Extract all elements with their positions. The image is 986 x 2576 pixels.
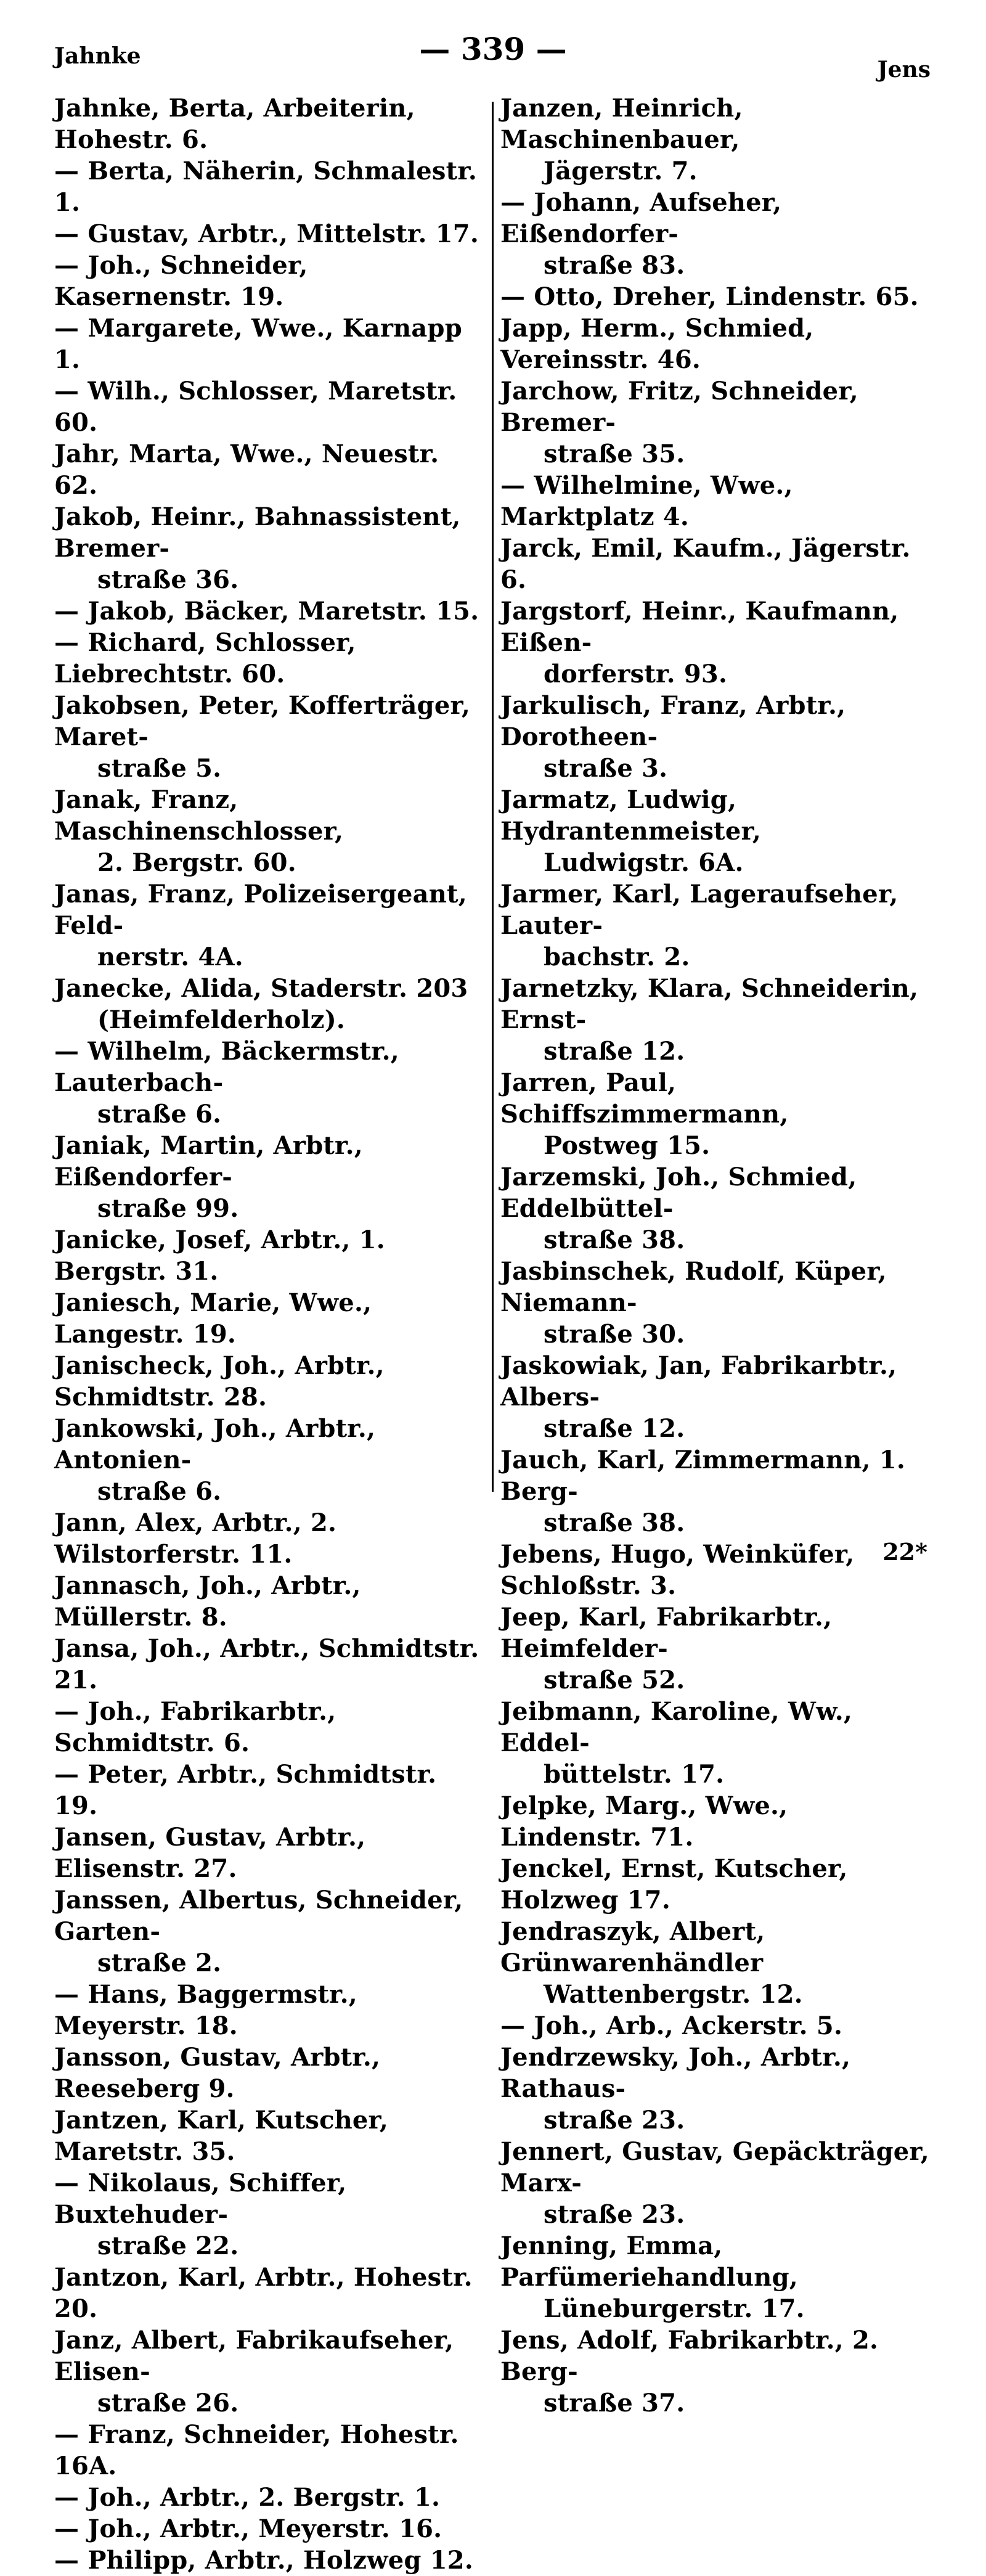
entry-text: Jendraszyk, Albert, Grünwarenhändler [500, 1917, 765, 1977]
directory-entry [500, 1790, 932, 1853]
entry-text: Janak, Franz, Maschinenschlosser, [54, 785, 344, 846]
directory-entry [500, 2042, 932, 2136]
entry-continuation: Lüneburgerstr. 17. [544, 2294, 805, 2323]
entry-continuation: nerstr. 4A. [97, 942, 243, 971]
entry-continuation: 2. Bergstr. 60. [97, 848, 296, 877]
entry-text: Jendrzewsky, Joh., Arbtr., Rathaus- [500, 2043, 851, 2103]
entry-text: — Johann, Aufseher, Eißendorfer- [500, 188, 782, 248]
entry-text: Jarren, Paul, Schiffszimmermann, [500, 1068, 789, 1129]
entry-text: — Richard, Schlosser, Liebrechtstr. 60. [54, 628, 356, 689]
entry-text: Jankowski, Joh., Arbtr., Antonien- [54, 1414, 376, 1474]
entry-continuation: straße 12. [544, 1414, 685, 1443]
entry-text: Jakobsen, Peter, Kofferträger, Maret- [54, 691, 470, 751]
entry-text: — Wilhelmine, Wwe., Marktplatz 4. [500, 471, 793, 531]
signature-mark: 22* [882, 1538, 927, 1566]
entry-text: Jarzemski, Joh., Schmied, Eddelbüttel- [500, 1163, 857, 1223]
directory-entry [500, 2010, 932, 2042]
entry-text: Janssen, Albertus, Schneider, Garten- [54, 1886, 463, 1946]
directory-entry [54, 2325, 486, 2419]
entry-continuation: straße 6. [97, 1477, 222, 1506]
entry-continuation: straße 23. [544, 2106, 685, 2135]
directory-entry [54, 1130, 486, 1224]
entry-text: — Margarete, Wwe., Karnapp 1. [54, 314, 462, 374]
directory-entry [54, 1413, 486, 1507]
directory-entry [500, 1601, 932, 1696]
entry-text: Jens, Adolf, Fabrikarbtr., 2. Berg- [500, 2326, 879, 2386]
directory-entry [500, 187, 932, 281]
entry-continuation: Jägerstr. 7. [544, 157, 698, 186]
directory-entry [500, 2325, 932, 2419]
directory-entry [54, 1036, 486, 1130]
directory-entry [54, 1287, 486, 1350]
entry-text: Jann, Alex, Arbtr., 2. Wilstorferstr. 11. [54, 1508, 337, 1569]
entry-text: Jasbinschek, Rudolf, Küper, Niemann- [500, 1257, 887, 1317]
entry-text: — Berta, Näherin, Schmalestr. 1. [54, 157, 478, 217]
entry-text: Jennert, Gustav, Gepäckträger, Marx- [500, 2137, 929, 2198]
entry-text: Jeibmann, Karoline, Ww., Eddel- [500, 1697, 852, 1757]
entry-continuation: Postweg 15. [544, 1131, 711, 1160]
directory-entry [54, 1507, 486, 1570]
entry-text: Jenckel, Ernst, Kutscher, Holzweg 17. [500, 1854, 848, 1915]
entry-text: Janz, Albert, Fabrikaufseher, Elisen- [54, 2326, 454, 2386]
entry-text: Jansson, Gustav, Arbtr., Reeseberg 9. [54, 2043, 381, 2103]
directory-entry [54, 2513, 486, 2545]
entry-continuation: (Heimfelderholz). [97, 1005, 345, 1034]
entry-continuation: straße 23. [544, 2200, 685, 2229]
directory-entry [500, 1853, 932, 1916]
directory-entry [500, 1067, 932, 1161]
entry-continuation: bachstr. 2. [544, 942, 690, 971]
directory-entry [54, 501, 486, 595]
directory-entry [500, 533, 932, 595]
entry-text: Janischeck, Joh., Arbtr., Schmidtstr. 28. [54, 1351, 385, 1412]
entry-continuation: straße 22. [97, 2231, 239, 2260]
entry-text: — Hans, Baggermstr., Meyerstr. 18. [54, 1980, 357, 2040]
entry-continuation: straße 26. [97, 2389, 239, 2418]
entry-text: Jelpke, Marg., Wwe., Lindenstr. 71. [500, 1791, 788, 1852]
directory-entry [54, 1633, 486, 1696]
entry-continuation: büttelstr. 17. [544, 1760, 725, 1789]
directory-entry [500, 375, 932, 470]
entry-text: — Jakob, Bäcker, Maretstr. 15. [54, 597, 479, 626]
directory-entry [54, 1759, 486, 1822]
directory-entry [54, 1570, 486, 1633]
entry-continuation: straße 2. [97, 1948, 222, 1977]
right-column [500, 92, 932, 2419]
directory-entry [500, 1350, 932, 1444]
directory-entry [500, 595, 932, 690]
entry-text: Janicke, Josef, Arbtr., 1. Bergstr. 31. [54, 1225, 385, 1286]
entry-continuation: straße 3. [544, 754, 668, 783]
entry-continuation: straße 6. [97, 1100, 222, 1129]
entry-text: Japp, Herm., Schmied, Vereinsstr. 46. [500, 314, 814, 374]
entry-text: — Wilh., Schlosser, Maretstr. 60. [54, 377, 457, 437]
column-divider [492, 102, 494, 1492]
entry-text: — Otto, Dreher, Lindenstr. 65. [500, 282, 919, 311]
directory-entry [54, 1884, 486, 1979]
directory-entry [500, 690, 932, 784]
entry-text: Janas, Franz, Polizeisergeant, Feld- [54, 880, 467, 940]
entry-text: Jansa, Joh., Arbtr., Schmidtstr. 21. [54, 1634, 479, 1695]
directory-entry [54, 1822, 486, 1884]
directory-entry [54, 1979, 486, 2042]
directory-entry [54, 878, 486, 973]
directory-entry [500, 1256, 932, 1350]
entry-text: Jarmer, Karl, Lageraufseher, Lauter- [500, 880, 898, 940]
directory-entry [54, 690, 486, 784]
entry-text: Jarnetzky, Klara, Schneiderin, Ernst- [500, 974, 919, 1034]
entry-text: — Gustav, Arbtr., Mittelstr. 17. [54, 219, 479, 248]
directory-entry [500, 1916, 932, 2010]
entry-text: Jenning, Emma, Parfümeriehandlung, [500, 2231, 798, 2292]
directory-entry [54, 784, 486, 878]
directory-entry [500, 313, 932, 375]
directory-entry [54, 92, 486, 155]
directory-entry [54, 1696, 486, 1759]
entry-continuation: straße 38. [544, 1508, 685, 1537]
directory-entry [54, 1224, 486, 1287]
entry-text: Jahr, Marta, Wwe., Neuestr. 62. [54, 440, 439, 500]
entry-text: Jebens, Hugo, Weinküfer, Schloßstr. 3. [500, 1540, 855, 1600]
entry-continuation: straße 12. [544, 1037, 685, 1066]
entry-text: Jauch, Karl, Zimmermann, 1. Berg- [500, 1445, 906, 1506]
header-catchword-left: Jahnke [54, 43, 141, 69]
directory-entry [500, 281, 932, 313]
entry-text: Janiesch, Marie, Wwe., Langestr. 19. [54, 1288, 372, 1349]
entry-continuation: Ludwigstr. 6A. [544, 848, 744, 877]
entry-text: — Joh., Arbtr., 2. Bergstr. 1. [54, 2483, 441, 2512]
entry-text: Jargstorf, Heinr., Kaufmann, Eißen- [500, 597, 899, 657]
directory-entry [54, 2104, 486, 2167]
entry-continuation: straße 36. [97, 565, 239, 594]
entry-text: Jarmatz, Ludwig, Hydrantenmeister, [500, 785, 761, 846]
directory-entry [54, 313, 486, 375]
directory-entry [500, 1539, 932, 1601]
entry-continuation: straße 35. [544, 440, 685, 468]
entry-continuation: Wattenbergstr. 12. [544, 1980, 803, 2009]
directory-entry [500, 784, 932, 878]
directory-entry [54, 155, 486, 218]
entry-text: — Joh., Fabrikarbtr., Schmidtstr. 6. [54, 1697, 336, 1757]
entry-continuation: straße 5. [97, 754, 222, 783]
directory-entry [54, 973, 486, 1036]
entry-text: Jansen, Gustav, Arbtr., Elisenstr. 27. [54, 1823, 366, 1883]
directory-entry [54, 375, 486, 438]
entry-continuation: straße 52. [544, 1666, 685, 1695]
directory-entry [54, 2419, 486, 2482]
directory-entry [500, 2136, 932, 2230]
directory-entry [500, 973, 932, 1067]
directory-entry [54, 250, 486, 313]
entry-text: — Franz, Schneider, Hohestr. 16A. [54, 2420, 459, 2480]
directory-entry [54, 595, 486, 627]
page-number: — 339 — [419, 31, 567, 67]
entry-text: Jarchow, Fritz, Schneider, Bremer- [500, 377, 858, 437]
entry-text: — Joh., Arb., Ackerstr. 5. [500, 2011, 843, 2040]
entry-text: — Wilhelm, Bäckermstr., Lauterbach- [54, 1037, 399, 1097]
directory-entry [500, 1161, 932, 1256]
entry-text: Jannasch, Joh., Arbtr., Müllerstr. 8. [54, 1571, 361, 1632]
directory-entry [54, 2545, 486, 2576]
directory-entry [500, 470, 932, 533]
entry-text: — Joh., Schneider, Kasernenstr. 19. [54, 251, 308, 311]
entry-text: Jakob, Heinr., Bahnassistent, Bremer- [54, 502, 461, 563]
entry-continuation: straße 30. [544, 1320, 685, 1349]
directory-entry [500, 2230, 932, 2325]
directory-entry [54, 627, 486, 690]
entry-continuation: straße 99. [97, 1194, 239, 1223]
entry-text: Jeep, Karl, Fabrikarbtr., Heimfelder- [500, 1603, 833, 1663]
entry-continuation: straße 37. [544, 2389, 685, 2418]
page-header [0, 26, 986, 83]
entry-text: — Nikolaus, Schiffer, Buxtehuder- [54, 2169, 347, 2229]
directory-entry [54, 2262, 486, 2325]
entry-text: Jarkulisch, Franz, Arbtr., Dorotheen- [500, 691, 846, 751]
directory-entry [54, 438, 486, 501]
directory-entry [54, 218, 486, 250]
header-catchword-right: Jens [877, 57, 931, 83]
directory-entry [500, 92, 932, 187]
entry-continuation: straße 38. [544, 1225, 685, 1254]
entry-text: Jarck, Emil, Kaufm., Jägerstr. 6. [500, 534, 911, 594]
entry-text: — Peter, Arbtr., Schmidtstr. 19. [54, 1760, 437, 1820]
directory-entry [500, 1696, 932, 1790]
entry-text: Janiak, Martin, Arbtr., Eißendorfer- [54, 1131, 363, 1192]
entry-text: Jantzen, Karl, Kutscher, Maretstr. 35. [54, 2106, 389, 2166]
entry-text: Janecke, Alida, Staderstr. 203 [54, 974, 468, 1003]
directory-entry [54, 2167, 486, 2262]
entry-text: Janzen, Heinrich, Maschinenbauer, [500, 94, 743, 154]
left-column [54, 92, 486, 2576]
directory-entry [54, 2042, 486, 2104]
entry-text: Jaskowiak, Jan, Fabrikarbtr., Albers- [500, 1351, 897, 1412]
directory-entry [54, 2482, 486, 2513]
directory-entry [54, 1350, 486, 1413]
directory-entry [500, 878, 932, 973]
entry-continuation: straße 83. [544, 251, 685, 280]
entry-text: — Philipp, Arbtr., Holzweg 12. [54, 2546, 473, 2575]
entry-text: Jahnke, Berta, Arbeiterin, Hohestr. 6. [54, 94, 415, 154]
entry-continuation: dorferstr. 93. [544, 660, 728, 689]
entry-text: — Joh., Arbtr., Meyerstr. 16. [54, 2514, 442, 2543]
entry-text: Jantzon, Karl, Arbtr., Hohestr. 20. [54, 2263, 473, 2323]
directory-entry [500, 1444, 932, 1539]
